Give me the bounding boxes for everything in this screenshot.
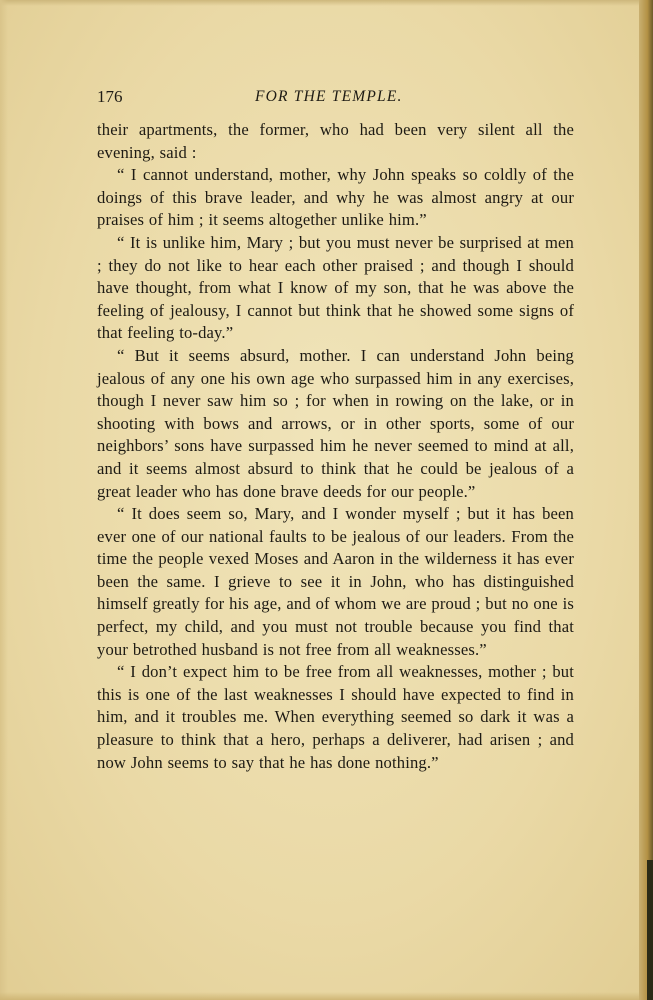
page-bottom-edge [0,992,653,1000]
paragraph: “ It is unlike him, Mary ; but you must never be surprised at men ; they do not like to hear each other praised ; and though I should have thought, from what I know of my son, that he was above the feeling of jealousy, I cannot but think that he showed some signs of that feeling to-day.” [97,232,574,343]
paragraph: “ It does seem so, Mary, and I wonder myself ; but it has been ever one of our national faults to be jealous of our leaders. From the time the people vexed Moses and Aaron in the wilderness it has ever been the same. I grieve to see it in John, who has distinguished himself greatly for his age, and of whom we are proud ; but no one is perfect, my child, and you must not trouble because you find that your betrothed husband is not free from all weaknesses.” [97,504,574,659]
page-header [97,87,574,111]
paragraph: “ I cannot understand, mother, why John speaks so coldly of the doings of this brave leader, and why he was almost angry at our praises of him ; it seems altogether unlike him.” [97,165,574,230]
page-top-edge [0,0,653,6]
page-left-edge [0,0,8,1000]
paragraph: “ I don’t expect him to be free from all weaknesses, mother ; but this is one of the last weaknesses I should have expected to find in him, and it troubles me. When everything seemed so dark it was a pleasure to think that a hero, perhaps a deliverer, had arisen ; and now John seems to say that he has done nothing.” [97,662,574,772]
body-text [97,119,574,774]
page-gutter-shadow [647,860,653,1000]
paragraph: “ But it seems absurd, mother. I can understand John being jealous of any one his own age who surpassed him in any exercises, though I never saw him so ; for when in rowing on the lake, or in shooting with bows and arrows, or in other sports, some of our neighbors’ sons have surpassed him he never seemed to mind at all, and it seems almost absurd to think that he could be jealous of a great leader who has done brave deeds for our people.” [97,345,574,501]
paragraph: their apartments, the former, who had been very silent all the evening, said : [97,120,574,162]
page-number: 176 [97,87,123,106]
running-title: FOR THE TEMPLE. [255,88,403,105]
page-gutter [639,0,653,1000]
